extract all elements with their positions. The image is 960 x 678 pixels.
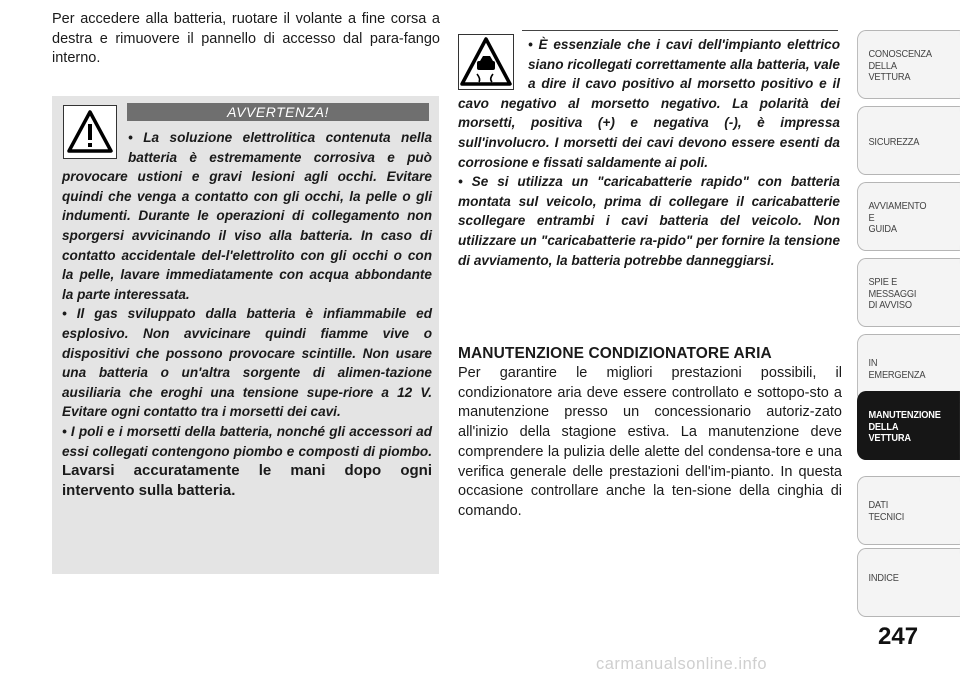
intro-text: Per accedere alla batteria, ruotare il volante a fine corsa a destra e rimuovere il pannello di accesso dal para-fango interno.	[52, 11, 440, 66]
tab-conoscenza[interactable]	[857, 30, 960, 99]
tab-manutenzione[interactable]	[857, 391, 960, 460]
warning-bullet-text: • I poli e i morsetti della batteria, nonché gli accessori ad essi collegati contengono piombo e composti di piombo.	[62, 423, 432, 459]
tab-sicurezza[interactable]	[857, 106, 960, 175]
warning-heading: AVVERTENZA!	[127, 103, 429, 121]
tab-label: IN	[868, 357, 878, 369]
tab-label: DELLA	[868, 420, 899, 433]
tab-label: SPIE E	[868, 276, 898, 288]
note-text	[458, 35, 840, 270]
tab-avviamento[interactable]	[857, 182, 960, 251]
tab-label: SICUREZZA	[868, 136, 920, 148]
tab-label: CONOSCENZA	[868, 48, 932, 60]
note-bullet: • Se si utilizza un "caricabatterie rapido" con batteria montata sul veicolo, prima di collegare il caricabatterie scollegare entrambi i cavi batteria del veicolo. Non utilizzare un "caricabatterie ra-pido" per fornire la tensione di avviamento, la batteria potrebbe danneggiarsi.	[458, 174, 840, 268]
tab-label: DELLA	[868, 59, 897, 72]
intro-block	[52, 10, 440, 69]
tab-label: AVVIAMENTO	[868, 200, 927, 212]
tab-label: E	[868, 211, 875, 224]
tab-label: MESSAGGI	[868, 287, 917, 300]
tab-label: DI AVVISO	[868, 299, 912, 311]
tab-label: GUIDA	[868, 223, 897, 235]
tab-label: VETTURA	[868, 432, 911, 444]
page-number: 247	[878, 623, 919, 650]
tab-label: DATI	[868, 499, 889, 511]
warning-bullet: • Il gas sviluppato dalla batteria è infiammabile ed esplosivo. Non avvicinare quindi fiamme vive o dispositivi che possono provocare scintille. Non usare una batteria o un'altra sorgente di alimen-tazione ausiliaria che eroghi una tensione supe-riore a 12 V. Evitare ogni contatto tra i morsetti dei cavi.	[62, 306, 432, 420]
tab-label: EMERGENZA	[868, 368, 926, 381]
divider	[522, 30, 838, 31]
tab-label: MANUTENZIONE	[868, 409, 941, 421]
tab-indice[interactable]	[857, 548, 960, 617]
tab-label: VETTURA	[868, 71, 911, 83]
tab-label: INDICE	[868, 572, 899, 584]
section-title: MANUTENZIONE CONDIZIONATORE ARIA	[458, 345, 772, 362]
tab-dati[interactable]	[857, 476, 960, 545]
note-bullet: • È essenziale che i cavi dell'impianto elettrico siano ricollegati correttamente alla batteria, vale a dire il cavo positivo al morsetto positivo e il cavo negativo al morsetto negativo. La polarità dei morsetti, positiva (+) e negativa (-), è impressa sull'involucro. I morsetti dei cavi devono essere esenti da corrosione e fissati saldamente ai poli.	[458, 37, 840, 170]
tab-spie[interactable]	[857, 258, 960, 327]
warning-text	[62, 128, 432, 500]
warning-tail: Lavarsi accuratamente le mani dopo ogni intervento sulla batteria.	[62, 462, 432, 499]
warning-bullet	[62, 422, 432, 500]
tab-label: TECNICI	[868, 510, 905, 523]
watermark: carmanualsonline.info	[596, 655, 768, 673]
warning-bullet: • La soluzione elettrolitica contenuta nella batteria è estremamente corrosiva e può provocare ustioni e gravi lesioni agli occhi. Evitare quindi che venga a contatto con gli occhi, la pelle o gli indumenti. Durante le operazioni di collegamento non sporgersi avvicinando il viso alla batteria. In caso di contatto accidentale del-l'elettrolito con gli occhi o con la pelle, lavare immediatamente con acqua abbondante la parte interessata.	[62, 130, 432, 302]
section-body: Per garantire le migliori prestazioni possibili, il condizionatore aria deve essere controllato e sottopo-sto a manutenzione presso un concessionario autoriz-zato all'inizio della stagione estiva. La manutenzione deve comprendere la pulizia delle alette del condensa-tore e una verifica generale delle prestazioni dell'im-pianto. In questa occasione controllare anche la ten-sione della cinghia di comando.	[458, 365, 842, 519]
warning-box	[52, 96, 439, 574]
